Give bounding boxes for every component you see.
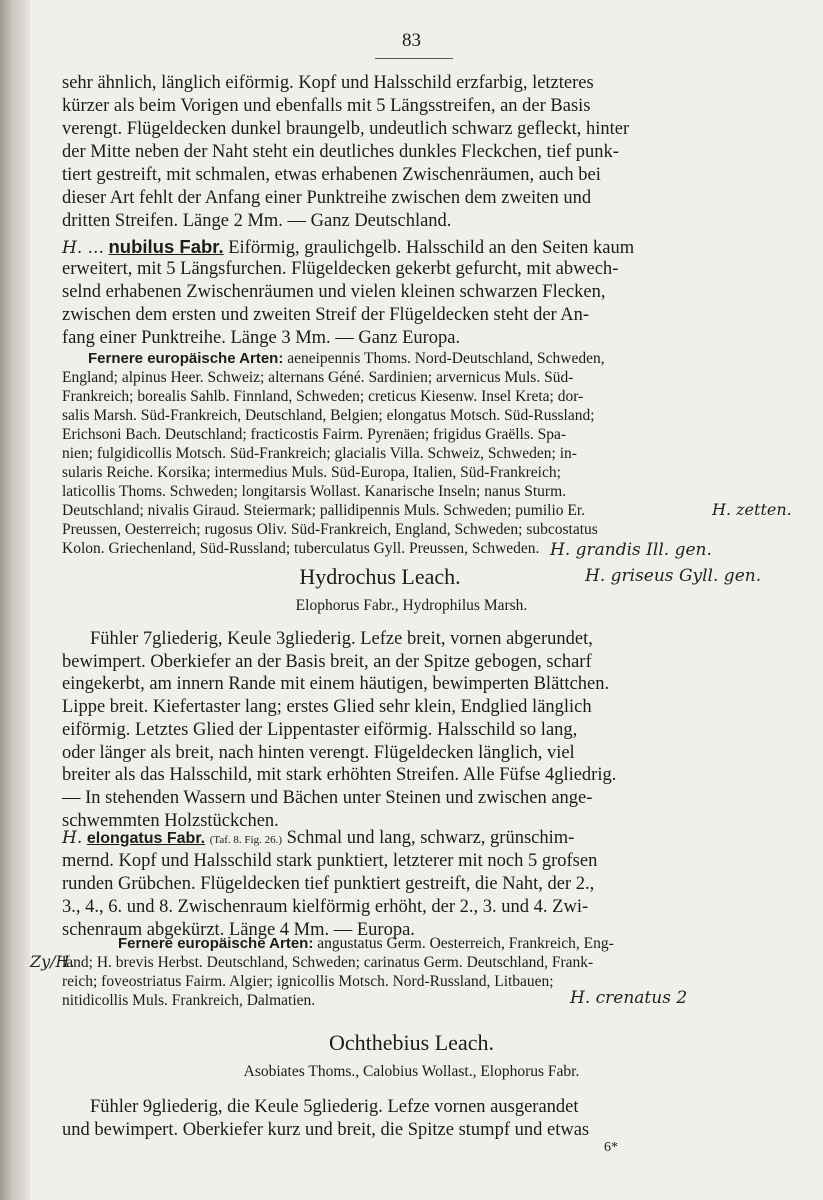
- text-line: schenraum abgekürzt. Länge 4 Mm. — Europa.: [62, 920, 415, 940]
- text-line: eiförmig. Letztes Glied der Lippentaster eiförmig. Halsschild so lang,: [62, 719, 578, 740]
- text-line: oder länger als breit, nach hinten verengt. Flügeldecken länglich, viel: [62, 742, 575, 763]
- text-line: dritten Streifen. Länge 2 Mm. — Ganz Deutschland.: [62, 211, 452, 231]
- text-line: der Mitte neben der Naht steht ein deutliches dunkles Fleckchen, tief punk-: [62, 142, 619, 162]
- handwritten-annotation-grandis: H. grandis Ill. gen.: [550, 540, 712, 560]
- species-elongatus-description: [62, 850, 597, 942]
- genus-description-ochthebius: [62, 1096, 589, 1142]
- text-line: salis Marsh. Süd-Frankreich, Deutschland, Belgien; elongatus Motsch. Süd-Russland;: [62, 407, 595, 424]
- text-line: laticollis Thoms. Schweden; longitarsis Wollast. Kanarische Inseln; nanus Sturm.: [62, 483, 567, 500]
- text-line: zwischen dem ersten und zweiten Streif der Flügeldecken steht der An-: [62, 305, 590, 325]
- handwritten-genus-mark: H.: [62, 828, 83, 848]
- text-line: England; alpinus Heer. Schweiz; alternans Géné. Sardinien; arvernicus Muls. Süd-: [62, 369, 574, 386]
- further-species-text: aeneipennis Thoms. Nord-Deutschland, Schweden,: [283, 350, 605, 367]
- text-line: Fühler 7gliederig, Keule 3gliederig. Lefze breit, vornen abgerundet,: [90, 629, 593, 649]
- further-species-first-line: [88, 349, 605, 368]
- species-elongatus-first-line: [62, 827, 574, 852]
- species-nubilus-first-line: [62, 235, 634, 260]
- handwritten-annotation-crenatus: H. crenatus 2: [570, 988, 688, 1008]
- text-line: nien; fulgidicollis Motsch. Süd-Frankreich; glacialis Villa. Schweiz, Schweden; in-: [62, 445, 577, 462]
- text-line: selnd erhabenen Zwischenräumen und vielen kleinen schwarzen Flecken,: [62, 282, 606, 302]
- further-species-list: [62, 953, 593, 1010]
- further-species-label: Fernere europäische Arten:: [88, 350, 284, 367]
- header-rule: [375, 58, 453, 59]
- text-line: Lippe breit. Kiefertaster lang; erstes Glied sehr klein, Endglied länglich: [62, 697, 592, 718]
- further-species-label: Fernere europäische Arten:: [118, 935, 314, 952]
- handwritten-genus-mark: H. ...: [62, 238, 104, 258]
- species-description-start: Schmal und lang, schwarz, grünschim-: [281, 828, 575, 848]
- text-line: verengt. Flügeldecken dunkel braungelb, undeutlich schwarz gefleckt, hinter: [62, 119, 630, 139]
- text-line: sehr ähnlich, länglich eiförmig. Kopf und Halsschild erzfarbig, letzteres: [62, 73, 594, 93]
- species-name-elongatus: elongatus Fabr.: [86, 830, 206, 847]
- further-species-list: [62, 368, 598, 558]
- text-line: 3., 4., 6. und 8. Zwischenraum kielförmig erhöht, der 2., 3. und 4. Zwi-: [62, 897, 589, 917]
- paragraph-previous-species: [62, 72, 629, 233]
- text-line: kürzer als beim Vorigen und ebenfalls mit 5 Längsstreifen, an der Basis: [62, 96, 591, 116]
- species-name-nubilus: nubilus Fabr.: [108, 236, 224, 257]
- text-line: fang einer Punktreihe. Länge 3 Mm. — Ganz Europa.: [62, 328, 461, 348]
- text-line: Erichsoni Bach. Deutschland; fracticostis Fairm. Pyrenäen; frigidus Graëlls. Spa-: [62, 426, 567, 443]
- signature-mark: 6*: [604, 1140, 618, 1155]
- genus-synonyms-hydrochus: Elophorus Fabr., Hydrophilus Marsh.: [295, 597, 528, 614]
- handwritten-annotation-pumilio: H. zetten.: [712, 500, 792, 519]
- further-species-text: angustatus Germ. Oesterreich, Frankreich, Eng-: [313, 935, 614, 952]
- text-line: eingekerbt, am innern Rande mit einem häutigen, bewimperten Blättchen.: [62, 674, 610, 695]
- text-line: land; H. brevis Herbst. Deutschland, Schweden; carinatus Germ. Deutschland, Frank-: [62, 954, 594, 971]
- text-line: bewimpert. Oberkiefer an der Basis breit, an der Spitze gebogen, scharf: [62, 651, 592, 672]
- text-line: Fühler 9gliederig, die Keule 5gliederig. Lefze vornen ausgerandet: [90, 1097, 579, 1117]
- species-description-start: Eiförmig, graulichgelb. Halsschild an den Seiten kaum: [223, 238, 635, 258]
- text-line: nitidicollis Muls. Frankreich, Dalmatien.: [62, 992, 316, 1009]
- text-line: Frankreich; borealis Sahlb. Finnland, Schweden; creticus Kiesenw. Insel Kreta; dor-: [62, 388, 584, 405]
- text-line: Deutschland; nivalis Giraud. Steiermark; pallidipennis Muls. Schweden; pumilio Er.: [62, 502, 586, 519]
- genus-synonyms-ochthebius: Asobiates Thoms., Calobius Wollast., Elophorus Fabr.: [243, 1063, 580, 1080]
- text-line: und bewimpert. Oberkiefer kurz und breit, die Spitze stumpf und etwas: [62, 1120, 590, 1140]
- handwritten-annotation-griseus: H. griseus Gyll. gen.: [585, 566, 762, 586]
- text-line: mernd. Kopf und Halsschild stark punktiert, letzterer mit noch 5 grofsen: [62, 851, 598, 871]
- text-line: sularis Reiche. Korsika; intermedius Muls. Süd-Europa, Italien, Süd-Frankreich;: [62, 464, 561, 481]
- genus-description-hydrochus: [62, 628, 616, 832]
- text-line: reich; foveostriatus Fairm. Algier; ignicollis Motsch. Nord-Russland, Litbauen;: [62, 973, 554, 990]
- further-species-first-line: [118, 934, 614, 953]
- text-line: dieser Art fehlt der Anfang einer Punktreihe zwischen dem zweiten und: [62, 188, 592, 208]
- page-number: 83: [402, 30, 421, 51]
- text-line: Kolon. Griechenland, Süd-Russland; tuberculatus Gyll. Preussen, Schweden.: [62, 540, 540, 557]
- species-nubilus-description: [62, 258, 618, 350]
- text-line: breiter als das Halsschild, mit stark erhöhten Streifen. Alle Füfse 4gliedrig.: [62, 765, 617, 786]
- text-line: tiert gestreift, mit schmalen, etwas erhabenen Zwischenräumen, auch bei: [62, 165, 601, 185]
- genus-heading-hydrochus: Hydrochus Leach.: [299, 564, 461, 589]
- text-line: erweitert, mit 5 Längsfurchen. Flügeldecken gekerbt gefurcht, mit abwech-: [62, 259, 619, 279]
- genus-heading-ochthebius: Ochthebius Leach.: [329, 1030, 494, 1055]
- text-line: runden Grübchen. Flügeldecken tief punktiert gestreift, die Naht, der 2.,: [62, 874, 595, 894]
- text-line: schwemmten Holzstückchen.: [62, 810, 279, 831]
- text-line: — In stehenden Wassern und Bächen unter Steinen und zwischen ange-: [62, 787, 593, 808]
- text-line: Preussen, Oesterreich; rugosus Oliv. Süd-Frankreich, England, Schweden; subcostatus: [62, 521, 598, 538]
- handwritten-margin-mark: Zy/H.: [30, 952, 75, 971]
- plate-reference: (Taf. 8. Fig. 26.): [209, 834, 282, 846]
